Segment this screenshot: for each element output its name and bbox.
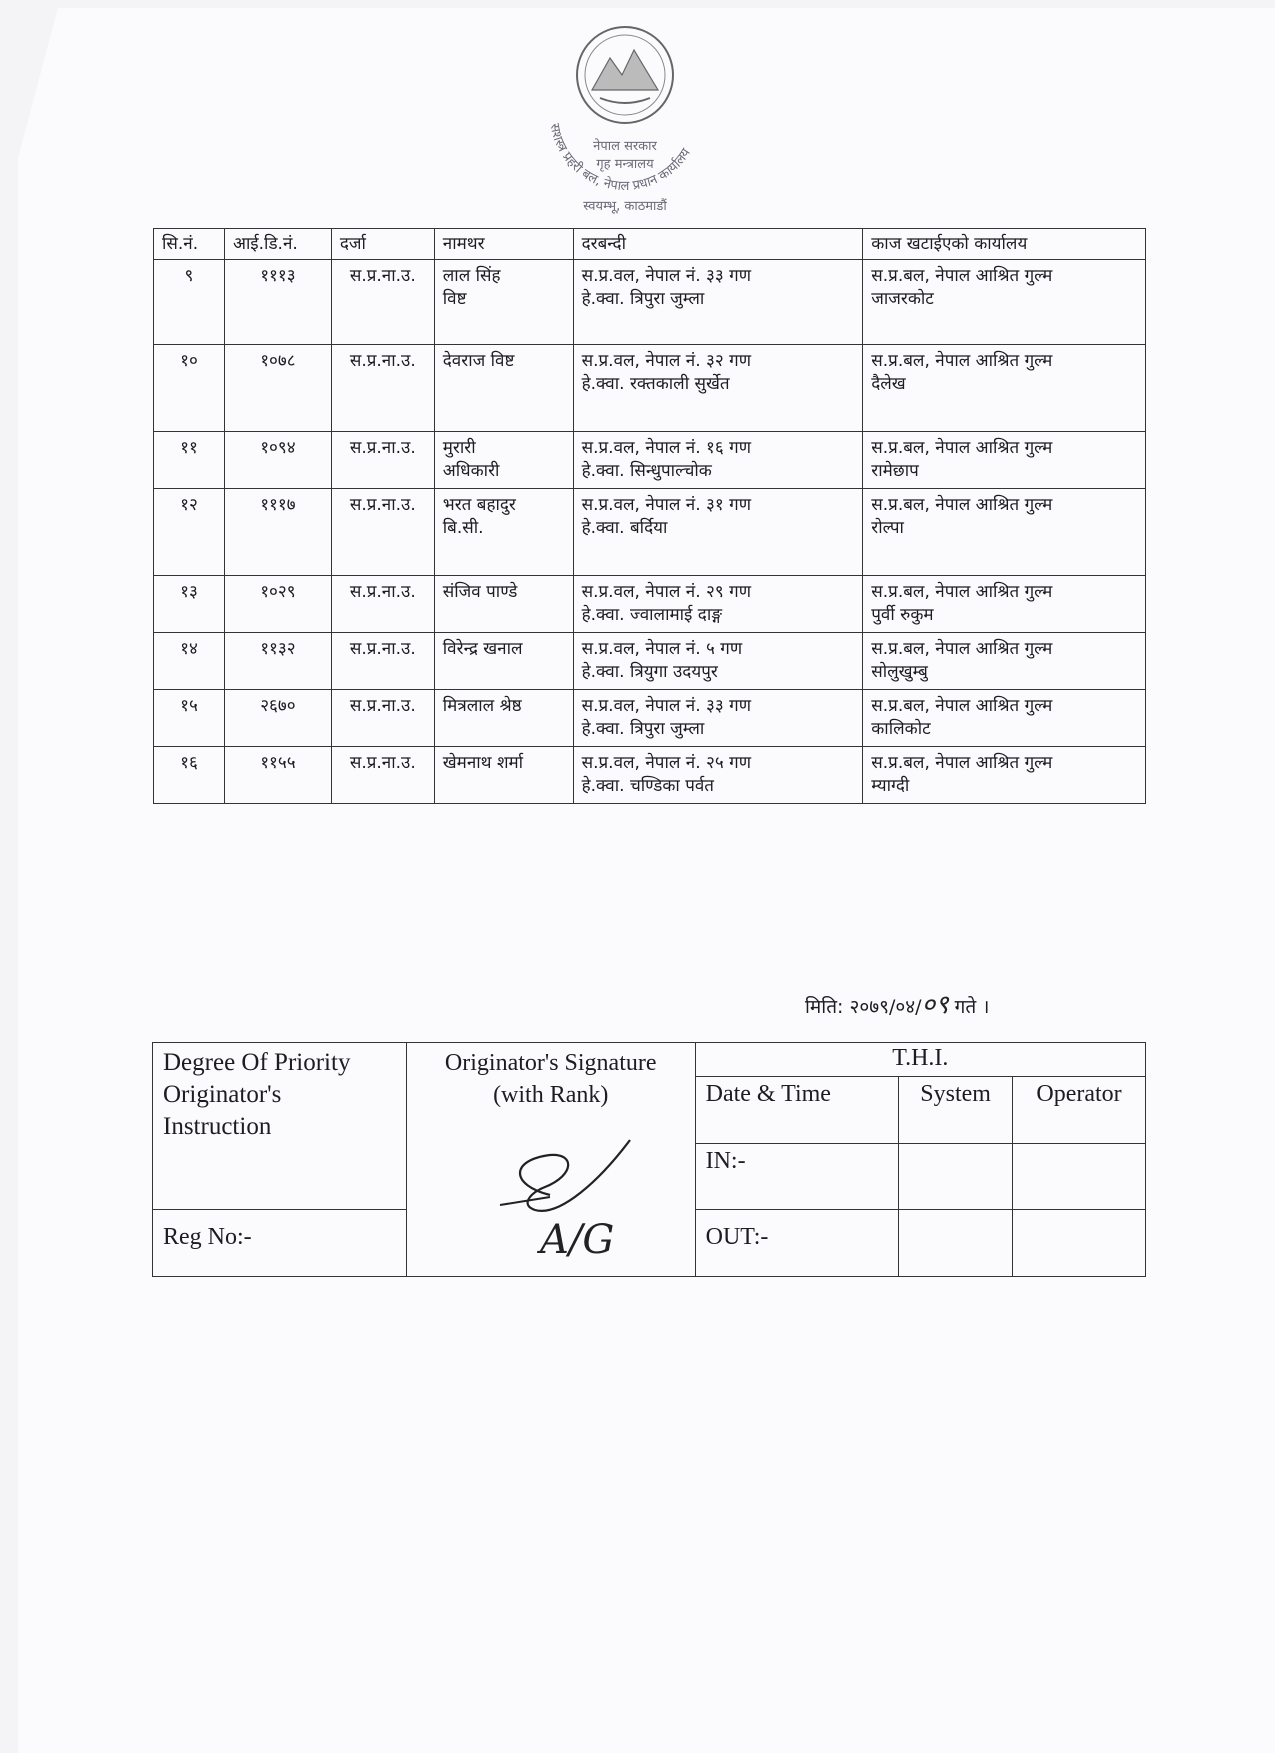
date-handwritten-day: ०९ — [921, 990, 949, 1020]
office-line: दैलेख — [871, 374, 906, 394]
handwritten-signature — [490, 1125, 660, 1265]
post-line: स.प्र.वल, नेपाल नं. ३१ गण — [581, 495, 751, 515]
cell-rank: स.प्र.ना.उ. — [331, 345, 434, 432]
name-line: देवराज विष्ट — [442, 351, 515, 371]
cell-post — [573, 345, 863, 432]
cell-sn: १२ — [154, 489, 225, 576]
cell-post — [573, 576, 863, 633]
cell-name — [434, 576, 573, 633]
name-line: खेमनाथ शर्मा — [442, 753, 524, 773]
post-line: स.प्र.वल, नेपाल नं. ५ गण — [581, 639, 743, 659]
seal-arc-text: सशस्त्र प्रहरी बल, नेपाल प्रधान कार्यालय — [546, 122, 694, 195]
cell-name — [434, 432, 573, 489]
cell-name — [434, 747, 573, 804]
col-header-rank: दर्जा — [331, 229, 434, 260]
cell-name — [434, 260, 573, 345]
cell-office — [863, 690, 1146, 747]
name-line: बि.सी. — [442, 518, 484, 538]
priority-line: Instruction — [163, 1113, 272, 1140]
priority-cell — [153, 1043, 407, 1210]
cell-office — [863, 432, 1146, 489]
post-line: स.प्र.वल, नेपाल नं. ३३ गण — [581, 266, 751, 286]
office-line: कालिकोट — [871, 719, 931, 739]
cell-name — [434, 690, 573, 747]
cell-office — [863, 489, 1146, 576]
cell-office — [863, 747, 1146, 804]
table-row — [154, 345, 1146, 432]
cell-post — [573, 489, 863, 576]
cell-rank: स.प्र.ना.उ. — [331, 260, 434, 345]
cell-name — [434, 345, 573, 432]
cell-id: १११३ — [224, 260, 331, 345]
cell-rank: स.प्र.ना.उ. — [331, 432, 434, 489]
out-operator-cell — [1013, 1210, 1146, 1277]
post-line: हे.क्वा. बर्दिया — [581, 518, 668, 538]
cell-id: ११३२ — [224, 633, 331, 690]
office-line: म्याग्दी — [871, 776, 910, 796]
table-row — [154, 260, 1146, 345]
cell-sn: १५ — [154, 690, 225, 747]
post-line: स.प्र.वल, नेपाल नं. २९ गण — [581, 582, 751, 602]
table-row — [154, 633, 1146, 690]
office-line: सोलुखुम्बु — [871, 662, 928, 682]
office-line: स.प्र.बल, नेपाल आश्रित गुल्म — [871, 266, 1053, 286]
col-header-post: दरबन्दी — [573, 229, 863, 260]
cell-rank: स.प्र.ना.उ. — [331, 489, 434, 576]
name-line: संजिव पाण्डे — [442, 582, 518, 602]
cell-sn: १३ — [154, 576, 225, 633]
cell-id: १०९४ — [224, 432, 331, 489]
cell-post — [573, 690, 863, 747]
office-line: स.प्र.बल, नेपाल आश्रित गुल्म — [871, 753, 1053, 773]
in-label: IN:- — [695, 1143, 899, 1210]
system-header: System — [899, 1077, 1013, 1144]
cell-rank: स.प्र.ना.उ. — [331, 576, 434, 633]
cell-sn: १६ — [154, 747, 225, 804]
cell-sn: ११ — [154, 432, 225, 489]
col-header-name: नामथर — [434, 229, 573, 260]
signature-initials: A/G — [540, 1217, 615, 1263]
out-label: OUT:- — [695, 1210, 899, 1277]
seal-line-3: स्वयम्भू, काठमाडौं — [583, 199, 667, 214]
table-row — [154, 432, 1146, 489]
name-line: अधिकारी — [442, 461, 500, 481]
cell-id: ११५५ — [224, 747, 331, 804]
cell-name — [434, 633, 573, 690]
name-line: मुरारी — [442, 438, 476, 458]
post-line: हे.क्वा. चण्डिका पर्वत — [581, 776, 714, 796]
post-line: हे.क्वा. त्रिपुरा जुम्ला — [581, 719, 705, 739]
reg-no-label: Reg No:- — [153, 1210, 407, 1277]
date-time-header: Date & Time — [695, 1077, 899, 1144]
cell-post — [573, 260, 863, 345]
office-line: रोल्पा — [871, 518, 904, 538]
name-line: लाल सिंह — [442, 266, 501, 286]
col-header-id: आई.डि.नं. — [224, 229, 331, 260]
cell-id: १०७८ — [224, 345, 331, 432]
post-line: हे.क्वा. सिन्धुपाल्चोक — [581, 461, 712, 481]
office-line: स.प्र.बल, नेपाल आश्रित गुल्म — [871, 639, 1053, 659]
col-header-office: काज खटाईएको कार्यालय — [863, 229, 1146, 260]
post-line: स.प्र.वल, नेपाल नं. २५ गण — [581, 753, 751, 773]
office-line: स.प्र.बल, नेपाल आश्रित गुल्म — [871, 495, 1053, 515]
cell-id: १११७ — [224, 489, 331, 576]
table-row — [154, 489, 1146, 576]
office-line: स.प्र.बल, नेपाल आश्रित गुल्म — [871, 696, 1053, 716]
sig-header-line: Originator's Signature — [444, 1050, 657, 1076]
cell-name — [434, 489, 573, 576]
col-header-sn: सि.नं. — [154, 229, 225, 260]
in-operator-cell — [1013, 1143, 1146, 1210]
cell-rank: स.प्र.ना.उ. — [331, 747, 434, 804]
date-label: मिति: २०७९/०४/ — [805, 996, 922, 1018]
cell-office — [863, 633, 1146, 690]
name-line: भरत बहादुर — [442, 495, 516, 515]
office-line: जाजरकोट — [871, 289, 934, 309]
date-suffix: गते । — [954, 996, 990, 1018]
office-line: स.प्र.बल, नेपाल आश्रित गुल्म — [871, 438, 1053, 458]
cell-office — [863, 345, 1146, 432]
table-row — [154, 576, 1146, 633]
personnel-table — [153, 228, 1146, 804]
post-line: हे.क्वा. ज्वालामाई दाङ्ग — [581, 605, 722, 625]
cell-post — [573, 432, 863, 489]
operator-header: Operator — [1013, 1077, 1146, 1144]
government-seal — [530, 20, 720, 220]
sig-header-line: (with Rank) — [493, 1082, 609, 1108]
office-line: पुर्वी रुकुम — [871, 605, 934, 625]
post-line: स.प्र.वल, नेपाल नं. १६ गण — [581, 438, 751, 458]
seal-line-2: गृह मन्त्रालय — [596, 157, 654, 172]
post-line: हे.क्वा. रक्तकाली सुर्खेत — [581, 374, 730, 394]
thi-header: T.H.I. — [695, 1043, 1145, 1077]
cell-rank: स.प्र.ना.उ. — [331, 690, 434, 747]
out-system-cell — [899, 1210, 1013, 1277]
cell-id: १०२९ — [224, 576, 331, 633]
table-row — [154, 747, 1146, 804]
office-line: रामेछाप — [871, 461, 919, 481]
post-line: स.प्र.वल, नेपाल नं. ३२ गण — [581, 351, 751, 371]
priority-line: Originator's — [163, 1081, 282, 1108]
seal-line-1: नेपाल सरकार — [593, 139, 657, 154]
post-line: स.प्र.वल, नेपाल नं. ३३ गण — [581, 696, 751, 716]
cell-post — [573, 747, 863, 804]
cell-post — [573, 633, 863, 690]
cell-sn: १४ — [154, 633, 225, 690]
post-line: हे.क्वा. त्रिपुरा जुम्ला — [581, 289, 705, 309]
post-line: हे.क्वा. त्रियुगा उदयपुर — [581, 662, 718, 682]
cell-sn: १० — [154, 345, 225, 432]
name-line: मित्रलाल श्रेष्ठ — [442, 696, 522, 716]
table-header-row — [154, 229, 1146, 260]
date-line — [805, 985, 989, 1021]
folded-corner — [18, 8, 58, 158]
priority-line: Degree Of Priority — [163, 1049, 351, 1076]
cell-office — [863, 576, 1146, 633]
cell-rank: स.प्र.ना.उ. — [331, 633, 434, 690]
cell-sn: ९ — [154, 260, 225, 345]
office-line: स.प्र.बल, नेपाल आश्रित गुल्म — [871, 351, 1053, 371]
office-line: स.प्र.बल, नेपाल आश्रित गुल्म — [871, 582, 1053, 602]
table-row — [154, 690, 1146, 747]
name-line: विरेन्द्र खनाल — [442, 639, 523, 659]
in-system-cell — [899, 1143, 1013, 1210]
name-line: विष्ट — [442, 289, 467, 309]
cell-id: २६७० — [224, 690, 331, 747]
cell-office — [863, 260, 1146, 345]
